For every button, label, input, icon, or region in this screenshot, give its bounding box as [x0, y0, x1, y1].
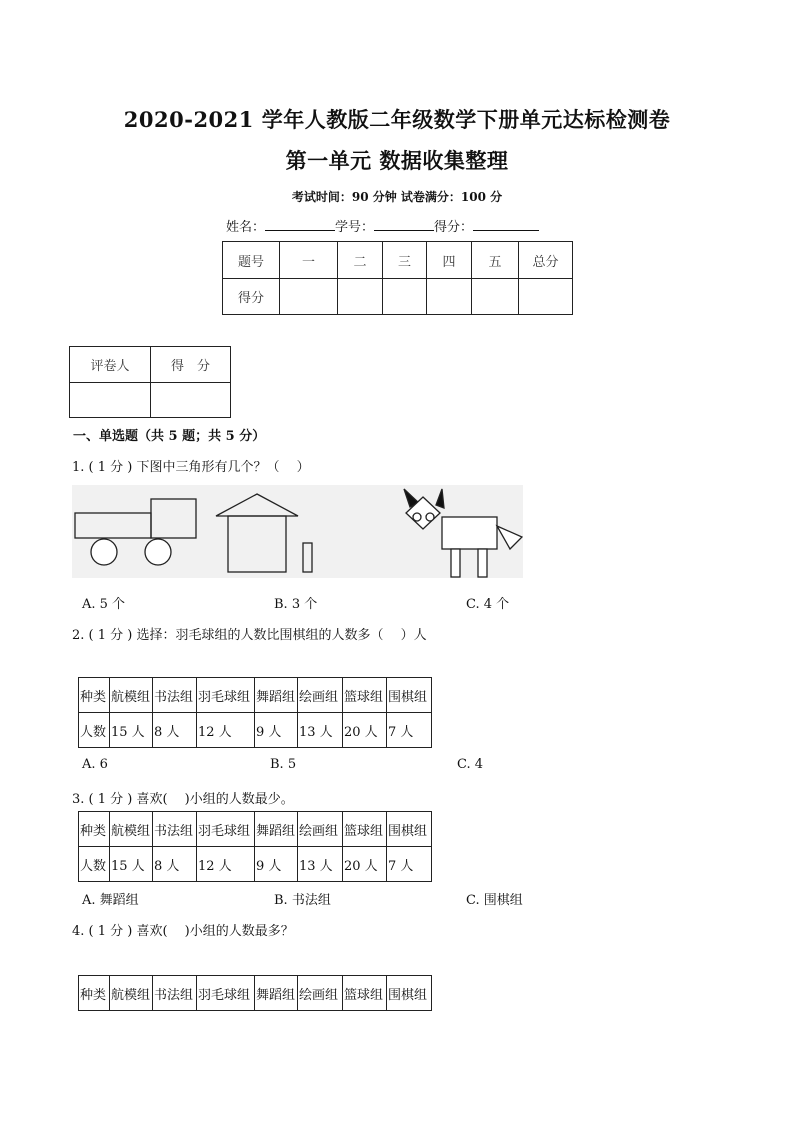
question-1-figure: [72, 485, 523, 578]
table-header-cell: 篮球组: [343, 678, 387, 713]
page-title: 2020-2021 学年人教版二年级数学下册单元达标检测卷: [123, 107, 671, 132]
truck-icon: [75, 499, 196, 565]
question-4-data-table: [78, 975, 432, 1011]
unit-title: 第一单元 数据收集整理: [285, 148, 509, 173]
id-blank[interactable]: [374, 219, 434, 231]
question-3-option-a[interactable]: A. 舞蹈组: [82, 893, 139, 908]
score-blank[interactable]: [473, 219, 539, 231]
score-cell[interactable]: [280, 279, 338, 315]
score-label: 得分：: [434, 220, 474, 235]
question-3-data-table: [78, 811, 432, 882]
table-cell: 12 人: [197, 847, 255, 882]
grader-score-cell[interactable]: [151, 383, 231, 418]
table-cell: 8 人: [153, 847, 197, 882]
table-header-cell: 篮球组: [343, 812, 387, 847]
id-label: 学号：: [335, 220, 375, 235]
score-cell[interactable]: [472, 279, 519, 315]
table-cell: 12 人: [197, 713, 255, 748]
question-2-option-b[interactable]: B. 5: [270, 757, 297, 772]
question-1-option-a[interactable]: A. 5 个: [82, 597, 126, 612]
table-header-cell: 羽毛球组: [197, 812, 255, 847]
score-header-cell: 二: [338, 242, 383, 279]
table-cell: 13 人: [298, 713, 343, 748]
table-header-cell: 种类: [79, 678, 110, 713]
table-header-cell: 绘画组: [298, 812, 343, 847]
score-cell[interactable]: [338, 279, 383, 315]
cow-icon: [404, 489, 522, 577]
question-4-stem: 4. ( 1 分 ) 喜欢( )小组的人数最多？: [72, 924, 294, 939]
table-cell: 9 人: [255, 847, 298, 882]
table-header-cell: 种类: [79, 812, 110, 847]
question-3-option-c[interactable]: C. 围棋组: [466, 893, 523, 908]
table-cell: 13 人: [298, 847, 343, 882]
score-row-label: 得分: [223, 279, 280, 315]
table-cell: 20 人: [343, 847, 387, 882]
grader-cell[interactable]: [70, 383, 151, 418]
table-header-cell: 书法组: [153, 678, 197, 713]
question-1-option-b[interactable]: B. 3 个: [274, 597, 318, 612]
table-header-cell: 航模组: [110, 976, 153, 1011]
table-header-cell: 种类: [79, 976, 110, 1011]
question-2-option-a[interactable]: A. 6: [82, 757, 108, 772]
table-cell: 15 人: [110, 847, 153, 882]
score-header-cell: 五: [472, 242, 519, 279]
name-label: 姓名：: [226, 220, 266, 235]
table-cell: 人数: [79, 713, 110, 748]
table-cell: 人数: [79, 847, 110, 882]
question-2-stem: 2. ( 1 分 ) 选择：羽毛球组的人数比围棋组的人数多（ ）人: [72, 628, 427, 643]
table-header-cell: 篮球组: [343, 976, 387, 1011]
table-cell: 7 人: [387, 847, 432, 882]
question-2-data-table: [78, 677, 432, 748]
table-header-cell: 舞蹈组: [255, 976, 298, 1011]
score-header-cell: 三: [383, 242, 427, 279]
table-header-cell: 围棋组: [387, 812, 432, 847]
shapes-figure: [72, 485, 523, 578]
table-cell: 7 人: [387, 713, 432, 748]
score-header-cell: 题号: [223, 242, 280, 279]
table-header-cell: 羽毛球组: [197, 678, 255, 713]
score-cell[interactable]: [383, 279, 427, 315]
question-1-option-c[interactable]: C. 4 个: [466, 597, 510, 612]
table-cell: 15 人: [110, 713, 153, 748]
grader-score-label: 得 分: [151, 347, 231, 383]
exam-info: 考试时间：90 分钟 试卷满分：100 分: [291, 190, 503, 204]
table-header-cell: 围棋组: [387, 678, 432, 713]
house-icon: [216, 494, 312, 572]
table-header-cell: 羽毛球组: [197, 976, 255, 1011]
score-table: [222, 241, 573, 315]
question-1-stem: 1. ( 1 分 ) 下图中三角形有几个？（ ）: [72, 460, 310, 475]
student-info-line: [226, 216, 539, 235]
table-header-cell: 舞蹈组: [255, 812, 298, 847]
table-header-cell: 航模组: [110, 812, 153, 847]
name-blank[interactable]: [265, 219, 335, 231]
score-header-cell: 总分: [519, 242, 573, 279]
table-cell: 9 人: [255, 713, 298, 748]
score-header-cell: 一: [280, 242, 338, 279]
table-header-cell: 舞蹈组: [255, 678, 298, 713]
section-heading: 一、单选题（共 5 题；共 5 分）: [73, 429, 266, 444]
question-3-stem: 3. ( 1 分 ) 喜欢( )小组的人数最少。: [72, 792, 294, 807]
score-header-cell: 四: [427, 242, 472, 279]
score-cell[interactable]: [427, 279, 472, 315]
table-header-cell: 书法组: [153, 976, 197, 1011]
table-header-cell: 航模组: [110, 678, 153, 713]
table-header-cell: 绘画组: [298, 976, 343, 1011]
question-2-option-c[interactable]: C. 4: [457, 757, 484, 772]
table-cell: 8 人: [153, 713, 197, 748]
score-cell[interactable]: [519, 279, 573, 315]
grader-table: [69, 346, 231, 418]
grader-label: 评卷人: [70, 347, 151, 383]
table-header-cell: 围棋组: [387, 976, 432, 1011]
table-cell: 20 人: [343, 713, 387, 748]
table-header-cell: 书法组: [153, 812, 197, 847]
question-3-option-b[interactable]: B. 书法组: [274, 893, 331, 908]
table-header-cell: 绘画组: [298, 678, 343, 713]
